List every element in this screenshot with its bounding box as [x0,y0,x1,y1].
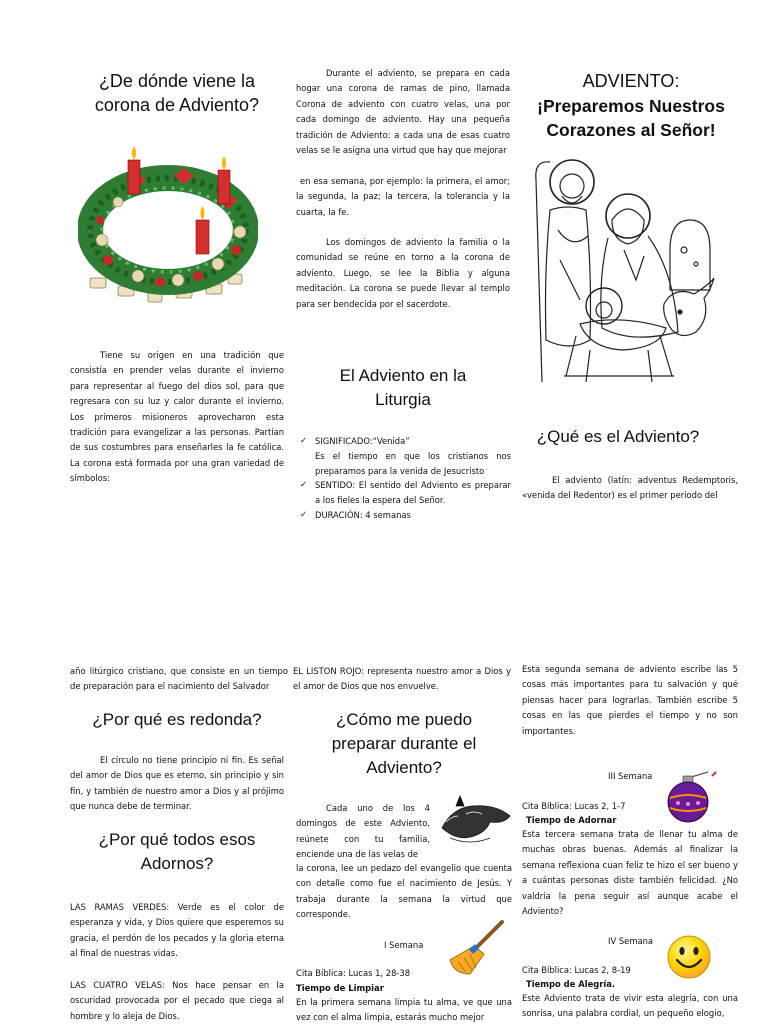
liturgy-heading: El Adviento en la Liturgia [339,366,467,409]
week4-title: Tiempo de Alegría. [526,979,616,989]
why-round-paragraph: El círculo no tiene principio ni fin. Es señal del amor de Dios que es eterno, sin principio y sin fin, y también de nuestro amor a Dios y al prójimo que nunca debe de terminar. [70,755,284,812]
liturgical-year-paragraph: año litúrgico cristiano, que consiste en un tiempo de preparación para el nacimiento del Salvador [70,666,288,692]
what-is-advent-paragraph: El adviento (latín: adventus Redemptoris, «venida del Redentor) es el primer periodo del [522,475,738,501]
week3-title: Tiempo de Adornar [526,815,617,825]
advent-intro-paragraph-2: en esa semana, por ejemplo: la primera, el amor; la segunda, la paz; la tercera, la tolerancia y la cuarta, la fe. [296,176,510,217]
why-ornaments-heading: ¿Por qué todos esos Adornos? [98,830,256,873]
week1-citation: Cita Bíblica: Lucas 1, 28-38 [296,968,411,978]
week3-citation: Cita Bíblica: Lucas 2, 1-7 [522,801,626,811]
smiley-face-icon [666,934,712,980]
how-prepare-heading: ¿Cómo me puedo preparar durante el Adviento? [331,710,477,777]
advent-wreath-illustration [78,140,258,310]
week4-citation: Cita Bíblica: Lucas 2, 8-19 [522,965,631,975]
why-round-heading: ¿Por qué es redonda? [92,710,262,729]
week1-title: Tiempo de Limpiar [296,983,384,993]
hand-lighting-candle-drawing [436,788,516,854]
liturgy-item-significado: ✓ SIGNIFICADO:“Venida” [298,434,511,449]
prepare-paragraph-a: Cada uno de los 4 domingos de este Adviento, reúnete con tu familia, enciende una de las velas de [296,803,430,860]
week4-paragraph: Este Adviento trata de vivir esta alegría, con una sonrisa, una palabra cordial, un pequeño elogio, [522,993,738,1019]
week4-label: IV Semana [608,936,654,946]
page-title-line1: ADVIENTO: [582,71,680,91]
week1-paragraph: En la primera semana limpia tu alma, ve que una vez con el alma limpia, estarás mucho mejor [296,997,512,1023]
christmas-ornament-icon [664,770,720,826]
what-is-advent-heading: ¿Qué es el Adviento? [536,427,700,446]
green-branches-paragraph: LAS RAMAS VERDES: Verde es el color de esperanza y vida, y Dios quiere que esperemos su gracia, el perdón de los pecados y la gloria eterna al final de nuestras vidas. [70,902,284,959]
broom-icon [444,918,508,976]
week1-label: I Semana [384,940,424,950]
four-candles-paragraph: LAS CUATRO VELAS: Nos hace pensar en la oscuridad provocada por el pecado que ciega al hombre y lo aleja de Dios. [70,980,284,1021]
week3-label: III Semana [608,771,653,781]
liturgy-item-sentido: ✓ SENTIDO: El sentido del Adviento es preparar a los fieles la espera del Señor. [298,478,511,508]
advent-intro-paragraph: Durante el adviento, se prepara en cada hogar una corona de ramas de pino, llamada Corona de adviento con cuatro velas, una por cada domingo de adviento. Hay una pequeña tradición de Adviento: a cada una de esas cuatro velas se le asigna una virtud que hay que mejorar [296,68,510,156]
liturgy-list [298,434,511,523]
liturgy-item-duracion: ✓ DURACIÓN: 4 semanas [298,508,511,523]
wreath-origin-heading: ¿De dónde viene la corona de Adviento? [94,71,260,115]
sundays-paragraph: Los domingos de adviento la familia o la comunidad se reúne en torno a la corona de adviento. Luego, se lee la Biblia y alguna meditación. La corona se puede llevar al templo para ser bendecida por el sacerdote. [296,237,510,309]
prepare-paragraph-b: la corona, lee un pedazo del evangelio que cuenta con detalle como fue el nacimiento de Jesús. Y trabaja durante la semana la virtud que corresponde. [296,863,512,920]
page-title-line2: ¡Preparemos Nuestros Corazones al Señor! [537,96,725,140]
liturgy-item-meaning: Es el tiempo en que los cristianos nos preparamos para la venida de Jesucristo [315,450,511,476]
wreath-origin-paragraph: Tiene su origen en una tradición que consistía en prender velas durante el invierno para representar al fuego del dios sol, para que regresara con su luz y calor durante el invierno. Los primeros misioneros aprovecharon esta tradición para evangelizar a las personas. Partían de sus costumbres para enseñarles la fe católica. La corona está formada por una gran variedad de símbolos: [70,350,284,484]
week3-paragraph: Esta tercera semana trata de llenar tu alma de muchas obras buenas. Además al finalizar la semana reflexiona cuan feliz te hizo el ser bueno y a cuántas personas diste también felicidad. ¿No valdría la pena seguir así aunque acabe el Adviento? [522,829,738,917]
week2-paragraph: Esta segunda semana de adviento escribe las 5 cosas más importantes para tu salvación y qué piensas hacer para lograrlas. También escribe 5 cosas en las que pierdes el tiempo y no son importantes. [522,664,738,736]
red-ribbon-paragraph: EL LISTON ROJO: representa nuestro amor a Dios y el amor de Dios que nos envuelve. [293,666,511,692]
holy-family-drawing [520,140,716,392]
